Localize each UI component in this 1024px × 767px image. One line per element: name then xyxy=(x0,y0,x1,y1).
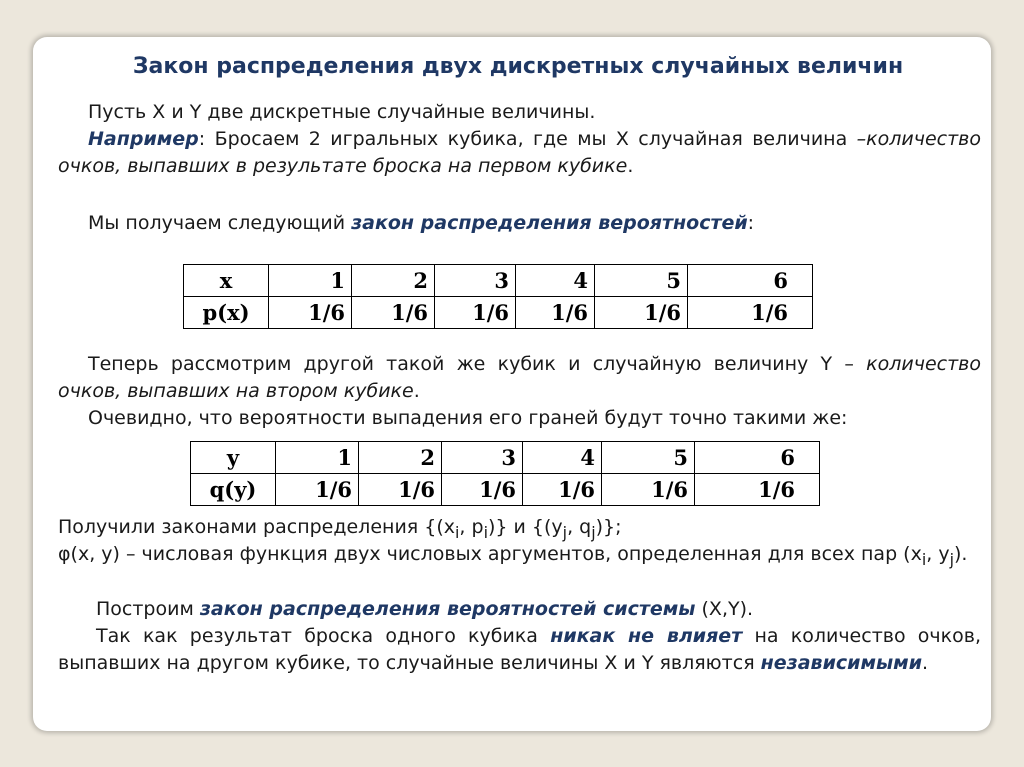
paragraph-independence: Так как результат броска одного кубика никак не влияет на количество очков, выпавших на другом кубике, то случайные величины X и Y являются независимыми. xyxy=(58,625,981,674)
table-row: y 1 2 3 4 5 6 xyxy=(191,442,820,474)
paragraph-example: Например: Бросаем 2 игральных кубика, где мы X случайная величина –количество очков, выпавших в результате броска на первом кубике. xyxy=(58,128,981,177)
paragraph-intro: Пусть X и Y две дискретные случайные величины. xyxy=(88,101,596,123)
paragraph-function: φ(x, y) – числовая функция двух числовых аргументов, определенная для всех пар ($x_i$, $y_j$). xyxy=(58,543,968,569)
table-row: q(y) 1/6 1/6 1/6 1/6 1/6 1/6 xyxy=(191,474,820,506)
distribution-table-x xyxy=(183,264,813,329)
slide-title: Закон распределения двух дискретных случайных величин xyxy=(132,54,904,79)
paragraph-laws-obtained: Получили законами распределения {($x_i$, $p_i$)} и {($y_j$, $q_j$)}; xyxy=(58,516,622,542)
distribution-table-y xyxy=(190,441,820,506)
paragraph-obvious: Очевидно, что вероятности выпадения его граней будут точно такими же: xyxy=(88,407,848,429)
paragraph-law-intro: Мы получаем следующий закон распределения вероятностей: xyxy=(88,212,755,234)
paragraph-build-system: Построим закон распределения вероятностей системы (X,Y). xyxy=(96,598,754,620)
table-row: p(x) 1/6 1/6 1/6 1/6 1/6 1/6 xyxy=(184,297,813,329)
example-label: Например xyxy=(88,128,199,150)
paragraph-second-die: Теперь рассмотрим другой такой же кубик и случайную величину Y – количество очков, выпавших на втором кубике. xyxy=(58,353,981,402)
table-row: x 1 2 3 4 5 6 xyxy=(184,265,813,297)
